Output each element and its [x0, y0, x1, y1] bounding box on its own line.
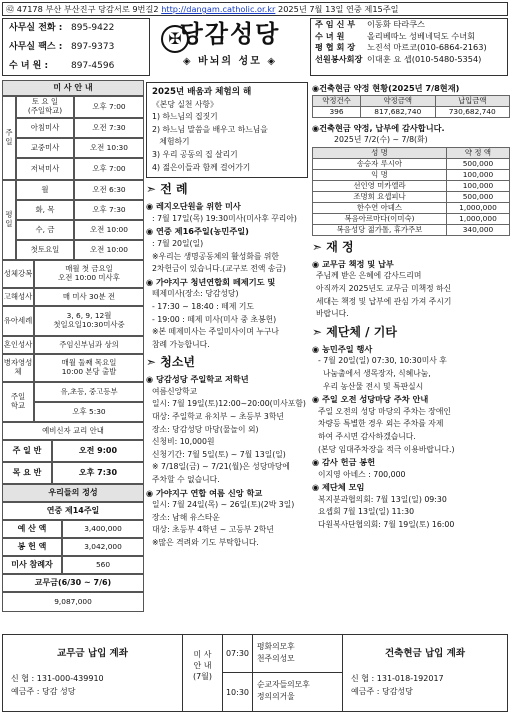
- staff-row: [311, 19, 507, 31]
- table-cell: 조명희 요셉피나: [313, 191, 447, 202]
- staff-name: 올리베따노 성베네딕도 수녀회: [367, 30, 476, 41]
- notice-line: ※본 떼제미사는 주일미사이며 누구나: [152, 327, 279, 337]
- table-cell: 100,000: [446, 180, 509, 191]
- mass-day: 월: [16, 180, 74, 200]
- motto-subtitle: 《본당 실천 사항》: [152, 99, 218, 109]
- parish-subtitle: ◈ 바뇌의 성모 ◈: [182, 56, 278, 67]
- notice-line: ※우리는 생명공동체의 활성화를 위한: [152, 251, 279, 261]
- notice-line: - 7월 20일(일) 07:30, 10:30미사 후: [318, 356, 447, 366]
- notice-line: 신청비: 10,000원: [152, 437, 215, 447]
- notice-line: : 7월 17일(목) 19:30미사(미사후 꾸리아): [152, 213, 297, 223]
- notice-line: 다원복사단협의회: 7월 19일(토) 16:00: [318, 520, 455, 530]
- motto-item: 2) 하느님 말씀을 배우고 하느님을: [152, 124, 268, 134]
- contact-box: [2, 18, 150, 76]
- offering-value: 3,042,000: [62, 538, 144, 556]
- notice-line: 참례 가능합니다.: [152, 339, 210, 349]
- footer-mass-time: 10:30: [223, 673, 253, 711]
- tithe-value: 9,087,000: [2, 592, 144, 612]
- section-groups: ➣ 제단체 / 기타: [312, 324, 397, 339]
- sunday-school-value: 유,초등, 중고등부: [34, 382, 144, 402]
- notice-line: 차량등 특별한 경우 외는 주차를 자제: [318, 419, 444, 429]
- notice-heading: ◉ 가야지구 연합 여름 신앙 학교: [146, 487, 263, 498]
- notice-heading: ◉ 감사 헌금 봉헌: [312, 457, 376, 468]
- middle-column: [146, 82, 308, 630]
- staff-role: 선원봉사회장: [315, 53, 363, 64]
- motto-title: 2025년 배움과 체험의 해: [152, 87, 252, 97]
- right-column: [312, 82, 510, 630]
- notice-heading: ◉ 가야지구 청년연합회 떼제기도 및: [146, 276, 276, 287]
- notice-line: 요셉회 7월 13일(일) 11:30: [318, 507, 415, 517]
- notice-line: - 19:00 : 떼제 미사(미사 중 초봉헌): [152, 314, 277, 324]
- staff-row: [311, 54, 507, 66]
- sacrament-label: 고해성사: [2, 288, 34, 306]
- staff-name: 노진석 마르코(010-6864-2163): [367, 42, 487, 52]
- motto-item: 1) 하느님의 집짓기: [152, 112, 218, 122]
- mass-time: 오전 6:30: [74, 180, 144, 200]
- table-header-cell: 약정건수: [313, 95, 361, 106]
- notice-line: 우리 농산물 전시 및 특판실시: [318, 381, 424, 391]
- notice-line: 여름신앙학교: [152, 386, 198, 396]
- phone-label: 사무실 전화 :: [9, 23, 63, 33]
- notice-line: ※ 7/18일(금) ~ 7/21(월)은 성당마당에: [152, 462, 290, 472]
- mass-time: 오후 7:00: [74, 96, 144, 118]
- motto-item: 4) 젊은이들과 함께 걸어가기: [152, 162, 251, 172]
- notice-line: 대상: 주일학교 유치부 ~ 초등부 3학년: [152, 412, 284, 422]
- table-cell: 500,000: [446, 191, 509, 202]
- nun-label: 수 녀 원 :: [9, 61, 49, 71]
- table-header-cell: 성 명: [313, 147, 447, 158]
- footer-mass-desc: 순교자들의모후 정의의거울: [257, 680, 310, 701]
- mass-day: 교중미사: [16, 138, 74, 158]
- tithe-label: 교무금(6/30 ~ 7/6): [2, 574, 144, 592]
- notice-line: ※많은 격려와 기도 부탁합니다.: [152, 538, 259, 547]
- donor-thanks-date: 2025년 7/2(수) ~ 7/8(화): [334, 135, 428, 145]
- sacrament-value: 매 미사 30분 전: [34, 288, 144, 306]
- mass-day: 화, 목: [16, 200, 74, 220]
- sacrament-label: 혼인성사: [2, 336, 34, 354]
- phone-value: 895-9422: [71, 23, 115, 33]
- sacrament-value: 매월 둘째 목요일 10:00 본당 출발: [34, 354, 144, 382]
- table-cell: 1,000,000: [446, 213, 509, 224]
- mass-time: 오후 7:30: [74, 200, 144, 220]
- parish-title: 당감성당: [179, 20, 281, 48]
- offering-sub: 연중 제14주일: [2, 502, 144, 520]
- fax-value: 897-9373: [71, 42, 115, 52]
- table-row: [313, 158, 510, 169]
- table-row: [313, 180, 510, 191]
- notice-heading: ◉ 제단체 모임: [312, 482, 365, 493]
- table-cell: 복음아르마다(이미숙): [313, 213, 447, 224]
- table-cell: 500,000: [446, 158, 509, 169]
- staff-role: 평 협 회 장: [315, 42, 356, 52]
- staff-row: [311, 42, 507, 54]
- building-fund-table: [312, 95, 510, 118]
- staff-box: [310, 18, 508, 76]
- right-account-holder: 예금주 : 당감성당: [351, 687, 413, 696]
- catechism-label: 주 일 반: [2, 440, 52, 462]
- staff-name: 이대훈 요 셉(010-5480-5354): [367, 53, 482, 64]
- offering-label: 예 산 액: [2, 520, 62, 538]
- homepage-link[interactable]: http://dangam.catholic.or.kr: [161, 4, 276, 14]
- mass-time: 오전 10:00: [74, 240, 144, 260]
- left-account-bank: 신 협 : 131-000-439910: [11, 674, 104, 683]
- table-header-cell: 납입금액: [435, 95, 510, 106]
- table-row: [313, 169, 510, 180]
- section-liturgy: ➣ 전 례: [146, 182, 188, 197]
- notice-heading: ◉ 주일 오전 성당마당 주차 안내: [312, 394, 429, 405]
- offering-value: 560: [62, 556, 144, 574]
- notice-line: 바랍니다.: [316, 309, 349, 319]
- section-youth: ➣ 청소년: [146, 355, 196, 370]
- footer-mass-label: 미 사 안 내 (7월): [183, 635, 223, 711]
- notice-line: 아직까지 2025년도 교무금 미책정 하신: [316, 283, 452, 293]
- notice-line: : 7월 20일(일): [152, 238, 204, 248]
- notice-line: 신청기간: 7월 5일(토) ~ 7월 13일(일): [152, 449, 286, 459]
- notice-line: 장소: 당감성당 마당(물놀이 외): [152, 424, 259, 434]
- notice-line: 주일 오전의 성당 마당의 주차는 장애인: [318, 406, 451, 416]
- catechism-time: 오전 9:00: [52, 440, 144, 462]
- notice-line: 일시: 7월 19일(토)12:00~20:00(미사포함): [152, 399, 306, 409]
- motto-box: [146, 82, 308, 178]
- mass-day: 첫토요일: [16, 240, 74, 260]
- sacrament-value: 매월 첫 금요일 오전 10:00 미사후: [34, 260, 144, 288]
- table-cell: 복음성당 젊가톨, 휴가주보: [313, 224, 447, 235]
- mass-time: 오전 7:30: [74, 118, 144, 138]
- table-row: [313, 191, 510, 202]
- notice-heading: ◉ 교무금 책정 및 납부: [312, 258, 394, 269]
- right-account-box: [343, 635, 507, 711]
- mass-info-column: [2, 80, 144, 612]
- mass-day: 토 요 일 (주일학교): [16, 96, 74, 118]
- offering-header: 우리들의 정성: [2, 484, 144, 502]
- notice-heading: ◉ 레지오단원을 위한 미사: [146, 201, 241, 212]
- section-finance: ➣ 재 정: [312, 239, 354, 254]
- mass-time: 오전 10:30: [74, 138, 144, 158]
- right-account-title: 건축현금 납입 계좌: [384, 648, 466, 659]
- notice-heading: ◉ 농민주일 행사: [312, 343, 373, 354]
- notice-line: - 17:30 ~ 18:40 : 떼제 기도: [152, 301, 254, 311]
- address-bar: [2, 2, 508, 16]
- sacrament-label: 병자영성체: [2, 354, 34, 382]
- table-row: [313, 224, 510, 235]
- table-cell: 730,682,740: [435, 106, 510, 117]
- nun-value: 897-4596: [71, 61, 115, 71]
- left-account-holder: 예금주 : 당감 성당: [11, 687, 76, 696]
- fax-label: 사무실 팩스 :: [9, 42, 63, 52]
- mass-time: 오후 7:00: [74, 158, 144, 180]
- table-cell: 선인영 미카엘라: [313, 180, 447, 191]
- table-cell: 익 명: [313, 169, 447, 180]
- staff-row: [311, 31, 507, 43]
- notice-heading: ◉ 당감성당 주일학교 저학년: [146, 374, 249, 385]
- table-row: [313, 202, 510, 213]
- catechism-label: 목 요 반: [2, 462, 52, 484]
- table-header-cell: 약 정 액: [446, 147, 509, 158]
- notice-line: 주님께 받은 은혜에 감사드리며: [316, 271, 422, 281]
- left-account-box: [3, 635, 183, 711]
- notice-line: (본당 임대주차장을 적극 이용바랍니다.): [318, 444, 455, 454]
- footer-mass-desc: 평화의모후 천주의성모: [253, 635, 343, 673]
- offering-value: 3,400,000: [62, 520, 144, 538]
- mass-time: 오전 10:00: [74, 220, 144, 240]
- sunday-label: 주 일: [2, 96, 16, 180]
- table-cell: 송승자 루시아: [313, 158, 447, 169]
- staff-role: 수 녀 원: [315, 30, 345, 41]
- notice-line: 이지영 아녜스 : 700,000: [318, 469, 406, 479]
- staff-role: 주 임 신 부: [315, 19, 356, 29]
- address-text: ㊷ 47178 부산 부산진구 당감서로 9번길2: [6, 4, 159, 14]
- motto-item: 체험하기: [152, 137, 190, 147]
- table-header-cell: 약정금액: [361, 95, 435, 106]
- table-cell: 100,000: [446, 169, 509, 180]
- right-account-bank: 신 협 : 131-018-192017: [351, 674, 444, 683]
- footer: [2, 634, 508, 712]
- catechism-time: 오후 7:30: [52, 462, 144, 484]
- mass-day: 수, 금: [16, 220, 74, 240]
- notice-line: 하여 주시면 감사하겠습니다.: [318, 431, 416, 441]
- donor-thanks-title: ◉건축현금 약정, 납부에 감사합니다.: [312, 122, 445, 133]
- notice-line: 장소: 남해 유스타운: [152, 512, 220, 522]
- notice-line: 2차헌금이 있습니다.(교구로 전액 송금): [152, 264, 286, 274]
- sacrament-value: 주임신부님과 상의: [34, 336, 144, 354]
- table-row: [313, 213, 510, 224]
- table-cell: 817,682,740: [361, 106, 435, 117]
- table-cell: 396: [313, 106, 361, 117]
- sunday-school-label: 주일 학교: [2, 382, 34, 422]
- mass-day: 저녁미사: [16, 158, 74, 180]
- notice-line: 나눔출에서 생목장자, 식혜나눔,: [318, 368, 431, 378]
- weekday-label: 평 일: [2, 180, 16, 260]
- notice-line: 일시: 7월 24일(목) ~ 26일(토)(2박 3일): [152, 500, 295, 510]
- building-fund-title: ◉건축현금 약정 현황(2025년 7/8현재): [312, 83, 460, 93]
- notice-line: 대상: 초등부 4학년 ~ 고등부 2학년: [152, 525, 274, 535]
- notice-heading: ◉ 연중 제16주일(농민주일): [146, 226, 249, 237]
- notice-line: 세대는 책정 및 납부에 관심 가져 주시기: [316, 296, 452, 306]
- footer-mass-table: [223, 635, 343, 711]
- issue-date: 2025년 7월 13일 연중 제15주일: [278, 4, 399, 14]
- sunday-school-value: 오후 5:30: [34, 402, 144, 422]
- left-account-title: 교무금 납입 계좌: [57, 648, 128, 659]
- notice-line: 떼제미사(장소: 당감성당): [152, 289, 239, 299]
- mass-info-header: 미 사 안 내: [2, 80, 144, 96]
- motto-item: 3) 우리 공동의 집 살리기: [152, 149, 238, 159]
- sacrament-value: 3, 6, 9, 12월 첫일요일10:30미사중: [34, 306, 144, 336]
- mass-day: 아침미사: [16, 118, 74, 138]
- table-cell: 한수연 아녜스: [313, 202, 447, 213]
- table-cell: 1,000,000: [446, 202, 509, 213]
- offering-label: 미사 참례자: [2, 556, 62, 574]
- footer-mass-time: 07:30: [223, 635, 253, 673]
- staff-name: 이동화 타라쿠스: [367, 19, 425, 29]
- catechism-header: 예비신자 교리 안내: [2, 422, 144, 440]
- offering-label: 봉 헌 액: [2, 538, 62, 556]
- sacrament-label: 성체강복: [2, 260, 34, 288]
- cross-seal-icon: ✠: [161, 25, 189, 53]
- sacrament-label: 유아세례: [2, 306, 34, 336]
- notice-line: 주차할 수 없습니다.: [152, 475, 220, 485]
- donor-table: [312, 147, 510, 236]
- table-cell: 340,000: [446, 224, 509, 235]
- notice-line: 복지분과협의회: 7월 13일(일) 09:30: [318, 494, 447, 504]
